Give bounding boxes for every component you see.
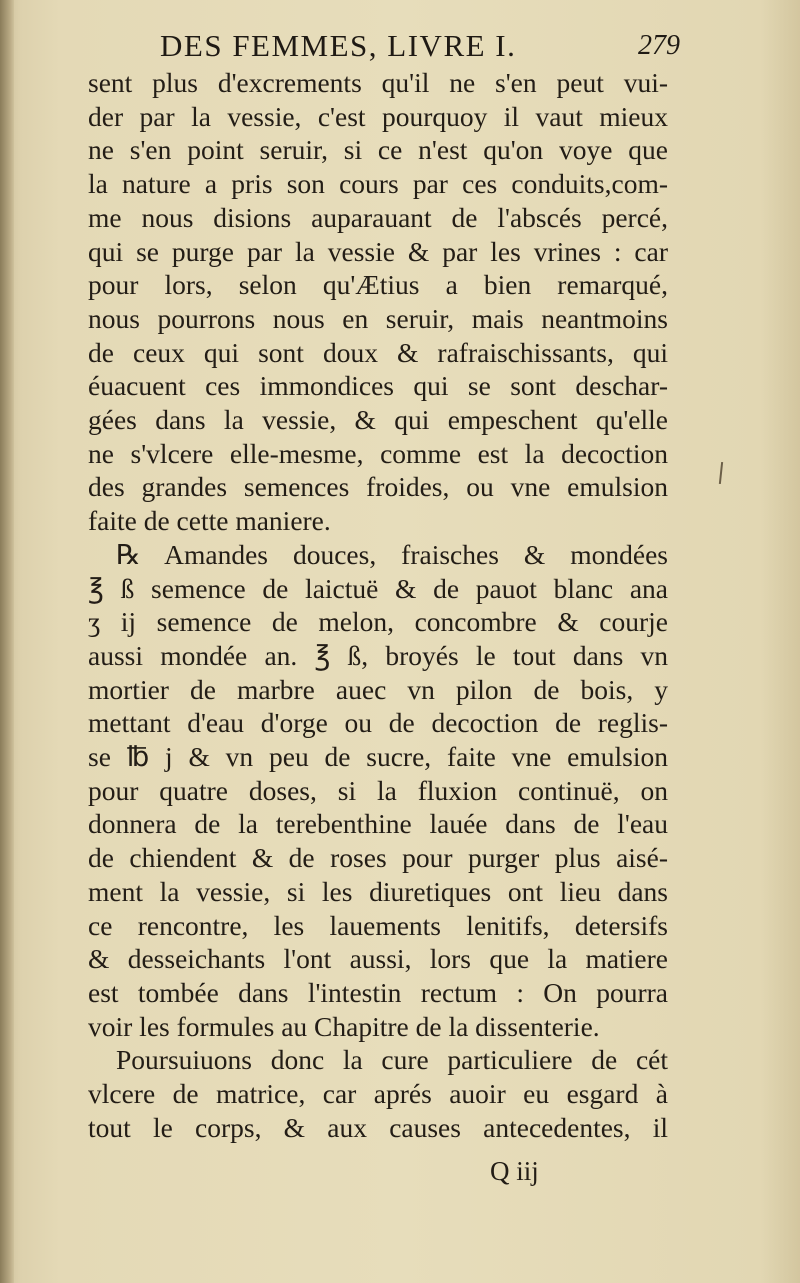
body-text [88,66,668,1145]
running-title: DES FEMMES, LIVRE I. [160,28,517,63]
text-line: est tombée dans l'intestin rectum : On pourra [88,976,668,1008]
text-line: me nous disions auparauant de l'abscés percé, [88,201,668,233]
page-header [160,28,680,68]
text-line: voir les formules au Chapitre de la dissenterie. [88,1010,600,1042]
recipe-line: se ℔ j & vn peu de sucre, faite vne emulsion [88,741,668,773]
recipe-line: aussi mondée an. ℥ ß, broyés le tout dans vn [88,639,668,671]
recipe-line: ʒ ij semence de melon, concombre & courje [88,606,668,638]
text-line: & desseichants l'ont aussi, lors que la matiere [88,943,668,975]
text-line: Poursuiuons donc la cure particuliere de cét [116,1044,668,1076]
text-line: ne s'en point seruir, si ce n'est qu'on voye que [88,134,668,166]
text-line: der par la vessie, c'est pourquoy il vaut mieux [88,100,668,132]
book-spine-shadow [0,0,14,1283]
recipe-line: ℞ Amandes douces, fraisches & mondées [116,538,668,570]
text-line: ce rencontre, les lauements lenitifs, detersifs [88,909,668,941]
text-line: vlcere de matrice, car aprés auoir eu esgard à [88,1078,668,1110]
page-number: 279 [638,30,680,61]
text-line: de ceux qui sont doux & rafraischissants, qui [88,336,668,368]
text-line: sent plus d'excrements qu'il ne s'en peut vui- [88,67,668,98]
text-line: donnera de la terebenthine lauée dans de l'eau [88,808,668,840]
text-line: tout le corps, & aux causes antecedentes, il [88,1111,668,1143]
text-line: gées dans la vessie, & qui empeschent qu'elle [88,404,668,436]
text-line: de chiendent & de roses pour purger plus aisé- [88,842,668,874]
text-line: nous pourrons nous en seruir, mais neantmoins [88,302,668,334]
text-line: pour quatre doses, si la fluxion continuë, on [88,774,668,806]
margin-mark [719,462,723,484]
text-line: la nature a pris son cours par ces conduits,com- [88,168,668,200]
recipe-line: ℥ ß semence de laictuë & de pauot blanc ana [88,572,668,604]
text-line: éuacuent ces immondices qui se sont deschar- [88,370,668,402]
signature-mark: Q iij [490,1156,539,1186]
text-line: des grandes semences froides, ou vne emulsion [88,471,668,503]
text-line: qui se purge par la vessie & par les vrines : car [88,235,668,267]
recipe-line: mettant d'eau d'orge ou de decoction de reglis- [88,707,668,739]
text-line: pour lors, selon qu'Ætius a bien remarqué, [88,269,668,301]
text-line: ment la vessie, si les diuretiques ont lieu dans [88,875,668,907]
text-line: ne s'vlcere elle-mesme, comme est la decoction [88,437,668,469]
text-line: faite de cette maniere. [88,505,331,537]
recipe-line: mortier de marbre auec vn pilon de bois, y [88,673,668,705]
